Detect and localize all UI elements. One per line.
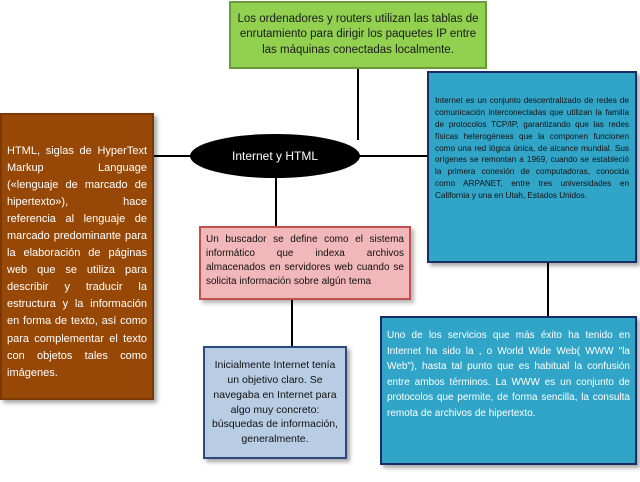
initial-purpose-node-text: Inicialmente Internet tenía un objetivo claro. Se navegaba en Internet para algo muy concreto: búsquedas de información, generalmente. [211,359,339,445]
top-node-text: Los ordenadores y routers utilizan las tablas de enrutamiento para dirigir los paquetes IP entre las máquinas conectadas localmente. [237,12,479,56]
central-node-label: Internet y HTML [231,149,319,163]
top-node [229,1,487,69]
internet-node [427,71,637,263]
search-engine-node [199,226,411,300]
initial-purpose-node [203,346,347,459]
www-node-text: Uno de los servicios que más éxito ha tenido en Internet ha sido la , o World Wide Web( WWW "la Web"), hasta tal punto que es habitual la confusión entre ambos términos. La WWW es un conjunto de protocolos que permite, de forma sencilla, la consulta remota de archivos de hipertexto. [387,330,630,419]
search-engine-node-text: Un buscador se define como el sistema informático que indexa archivos almacenados en servidores web cuando se solicita información sobre algún tema [206,234,404,287]
html-node-text: HTML, siglas de HyperText Markup Language («lenguaje de marcado de hipertexto»), hace referencia al lenguaje de marcado predominante para la elaboración de páginas web que se utiliza para describir y traducir la estructura y la información en forma de texto, así como para complementar el texto con objetos tales como imágenes. [7,145,147,379]
central-node [190,134,360,178]
internet-node-text: Internet es un conjunto descentralizado de redes de comunicación interconectadas que utilizan la familia de protocolos TCP/IP, garantizando que las redes físicas heterogéneas que la componen funcionen como una red lógica única, de alcance mundial. Sus orígenes se remontan a 1969, cuando se estableció la primera conexión de computadoras, conocida como ARPANET, entre tres universidades en California y una en Utah, Estados Unidos. [435,96,629,201]
www-node [380,316,637,465]
html-node [0,113,154,400]
